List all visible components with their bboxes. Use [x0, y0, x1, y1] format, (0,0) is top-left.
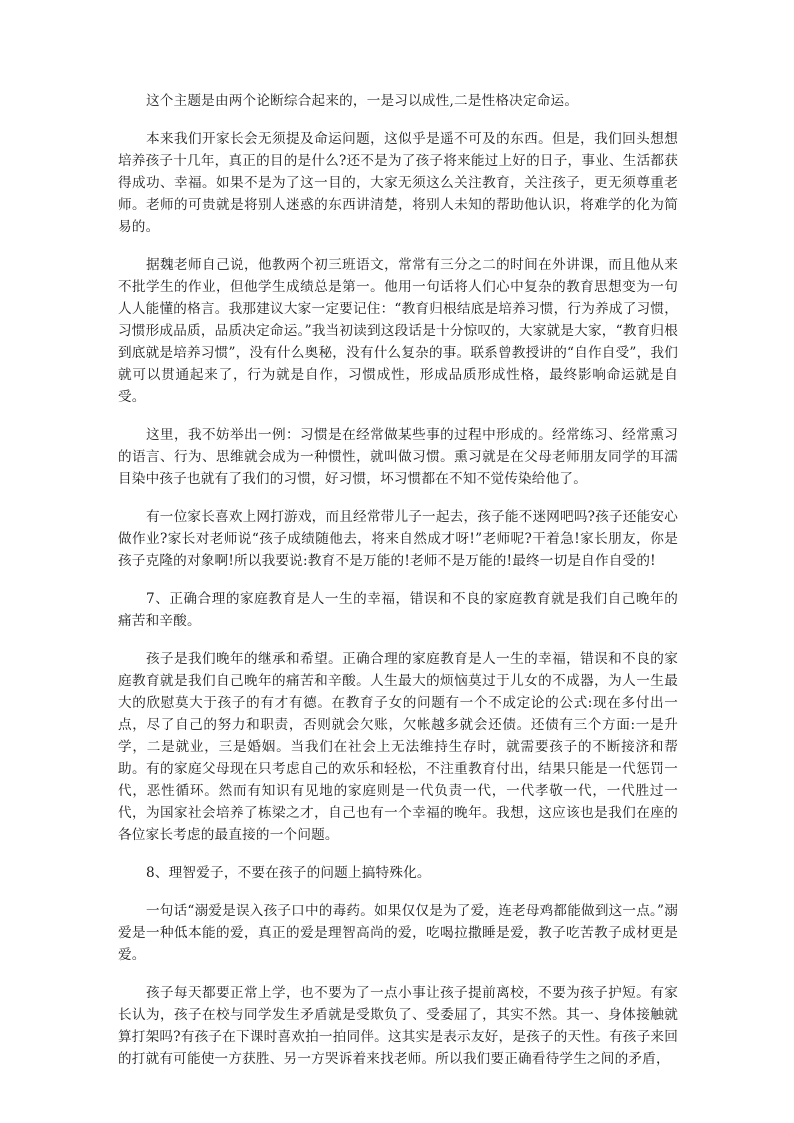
paragraph-gaming-parent: 有一位家长喜欢上网打游戏，而且经常带儿子一起去，孩子能不迷网吧吗?孩子还能安心做作业?家长对老师说“孩子成绩随他去，将来自然成才呀!”老师呢?干着急!家长朋友，你是孩子克隆的对象啊!所以我要说:教育不是万能的!老师不是万能的!最终一切是自作自受的! — [118, 509, 678, 569]
section-heading-7: 7、正确合理的家庭教育是人一生的幸福，错误和不良的家庭教育就是我们自己晚年的痛苦和辛酸。 — [118, 591, 678, 629]
section-heading-8: 8、理智爱子，不要在孩子的问题上搞特殊化。 — [146, 865, 431, 881]
paragraph-family-education: 孩子是我们晚年的继承和希望。正确合理的家庭教育是人一生的幸福，错误和不良的家庭教育就是我们自己晚年的痛苦和辛酸。人生最大的烦恼莫过于儿女的不成器，为人一生最大的欣慰莫大于孩子的有才有德。在教育子女的问题有一个不成定论的公式:现在多付出一点，尽了自己的努力和职责，否则就会欠账，欠帐越多就会还债。还债有三个方面:一是升学，二是就业，三是婚姻。当我们在社会上无法维持生存时，就需要孩子的不断接济和帮助。有的家庭父母现在只考虑自己的欢乐和轻松，不注重教育付出，结果只能是一代惩罚一代，恶性循环。然而有知识有见地的家庭则是一代负责一代，一代孝敬一代，一代胜过一代，为国家社会培养了栋梁之才，自己也有一个幸福的晚年。我想，这应该也是我们在座的各位家长考虑的最直接的一个问题。 — [118, 651, 678, 843]
paragraph-habit-example: 这里，我不妨举出一例：习惯是在经常做某些事的过程中形成的。经常练习、经常熏习的语言、行为、思维就会成为一种惯性，就叫做习惯。熏习就是在父母老师朋友同学的耳濡目染中孩子也就有了我们的习惯，好习惯，坏习惯都在不知不觉传染给他了。 — [118, 427, 678, 487]
paragraph-school-conflicts: 孩子每天都要正常上学，也不要为了一点小事让孩子提前离校，不要为孩子护短。有家长认为，孩子在校与同学发生矛盾就是受欺负了、受委屈了，其实不然。其一、身体接触就算打架吗?有孩子在下课时喜欢拍一拍同伴。这其实是表示友好，是孩子的天性。有孩子来回的打就有可能使一方获胜、另一方哭诉着来找老师。所以我们要正确看待学生之间的矛盾， — [118, 985, 678, 1067]
paragraph-purpose-of-education: 本来我们开家长会无须提及命运问题，这似乎是遥不可及的东西。但是，我们回头想想培养孩子十几年，真正的目的是什么?还不是为了孩子将来能过上好的日子，事业、生活都获得成功、幸福。如果不是为了这一目的，大家无须这么关注教育，关注孩子，更无须尊重老师。老师的可贵就是将别人迷惑的东西讲清楚，将别人未知的帮助他认识，将难学的化为简易的。 — [118, 131, 678, 235]
intro-paragraph: 这个主题是由两个论断综合起来的，一是习以成性,二是性格决定命运。 — [146, 93, 579, 109]
document-body — [118, 90, 678, 1086]
paragraph-teacher-wei: 据魏老师自己说，他教两个初三班语文，常常有三分之二的时间在外讲课，而且他从来不批学生的作业，但他学生成绩总是第一。他用一句话将人们心中复杂的教育思想变为一句人人能懂的格言。我那建议大家一定要记住：“教育归根结底是培养习惯，行为养成了习惯，习惯形成品质，品质决定命运。”我当初读到这段话是十分惊叹的，大家就是大家，“教育归根到底就是培养习惯”，没有什么奥秘，没有什么复杂的事。联系曾教授讲的“自作自受”，我们就可以贯通起来了，行为就是自作，习惯成性，形成品质形成性格，最终影响命运就是自受。 — [118, 257, 678, 405]
paragraph-doting-love: 一句话“溺爱是误入孩子口中的毒药。如果仅仅是为了爱，连老母鸡都能做到这一点。”溺爱是一种低本能的爱，真正的爱是理智高尚的爱，吃喝拉撒睡是爱，教子吃苦教子成材更是爱。 — [118, 903, 678, 963]
